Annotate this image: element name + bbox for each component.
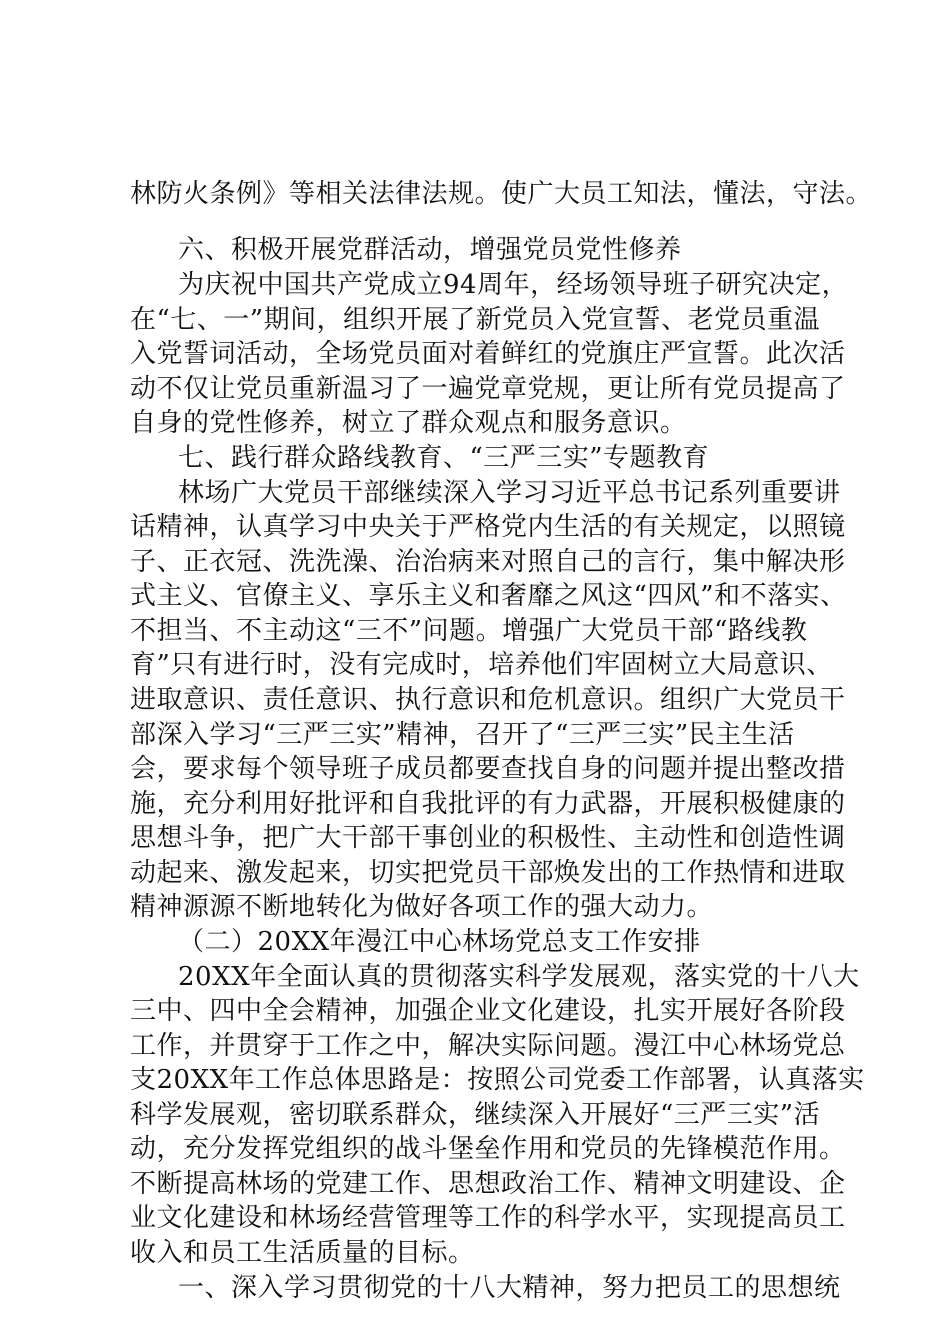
body-line: 进取意识、责任意识、执行意识和危机意识。组织广大党员干 — [130, 685, 846, 715]
section-heading: （二）20XX年漫江中心林场党总支工作安排 — [178, 927, 701, 957]
body-line: 动不仅让党员重新温习了一遍党章党规，更让所有党员提高了 — [130, 374, 846, 404]
body-line: 精神源源不断地转化为做好各项工作的强大动力。 — [130, 892, 714, 922]
paragraph-first-line: 为庆祝中国共产党成立94周年，经场领导班子研究决定， — [178, 270, 849, 300]
body-line: 支20XX年工作总体思路是：按照公司党委工作部署，认真落实 — [130, 1065, 865, 1095]
section-heading: 一、深入学习贯彻党的十八大精神，努力把员工的思想统 — [178, 1273, 841, 1303]
section-heading: 七、践行群众路线教育、“三严三实”专题教育 — [178, 443, 710, 473]
body-line: 业文化建设和林场经营管理等工作的科学水平，实现提高员工 — [130, 1203, 846, 1233]
body-line: 林防火条例》等相关法律法规。使广大员工知法，懂法，守法。 — [130, 179, 873, 209]
body-line: 子、正衣冠、洗洗澡、治治病来对照自己的言行，集中解决形 — [130, 547, 846, 577]
paragraph-first-line: 20XX年全面认真的贯彻落实科学发展观，落实党的十八大 — [178, 962, 860, 992]
body-line: 话精神，认真学习中央关于严格党内生活的有关规定，以照镜 — [130, 512, 846, 542]
body-line: 收入和员工生活质量的目标。 — [130, 1238, 475, 1268]
body-line: 入党誓词活动，全场党员面对着鲜红的党旗庄严宣誓。此次活 — [130, 339, 846, 369]
body-line: 式主义、官僚主义、享乐主义和奢靡之风这“四风”和不落实、 — [130, 581, 847, 611]
body-line: 施，充分利用好批评和自我批评的有力武器，开展积极健康的 — [130, 789, 846, 819]
body-line: 思想斗争，把广大干部干事创业的积极性、主动性和创造性调 — [130, 823, 846, 853]
body-line: 不断提高林场的党建工作、思想政治工作、精神文明建设、企 — [130, 1169, 846, 1199]
body-line: 育”只有进行时，没有完成时，培养他们牢固树立大局意识、 — [130, 650, 833, 680]
body-line: 部深入学习“三严三实”精神，召开了“三严三实”民主生活 — [130, 720, 795, 750]
body-line: 动，充分发挥党组织的战斗堡垒作用和党员的先锋模范作用。 — [130, 1134, 846, 1164]
body-line: 工作，并贯穿于工作之中，解决实际问题。漫江中心林场党总 — [130, 1031, 846, 1061]
body-line: 动起来、激发起来，切实把党员干部焕发出的工作热情和进取 — [130, 858, 846, 888]
section-heading: 六、积极开展党群活动，增强党员党性修养 — [178, 235, 682, 265]
paragraph-first-line: 林场广大党员干部继续深入学习习近平总书记系列重要讲 — [178, 478, 841, 508]
body-line: 不担当、不主动这“三不”问题。增强广大党员干部“路线教 — [130, 616, 808, 646]
body-line: 科学发展观，密切联系群众，继续深入开展好“三严三实”活 — [130, 1100, 821, 1130]
body-line: 三中、四中全会精神，加强企业文化建设，扎实开展好各阶段 — [130, 996, 846, 1026]
body-line: 在“七、一”期间，组织开展了新党员入党宣誓、老党员重温 — [130, 305, 821, 335]
body-line: 自身的党性修养，树立了群众观点和服务意识。 — [130, 408, 687, 438]
body-line: 会，要求每个领导班子成员都要查找自身的问题并提出整改措 — [130, 754, 846, 784]
